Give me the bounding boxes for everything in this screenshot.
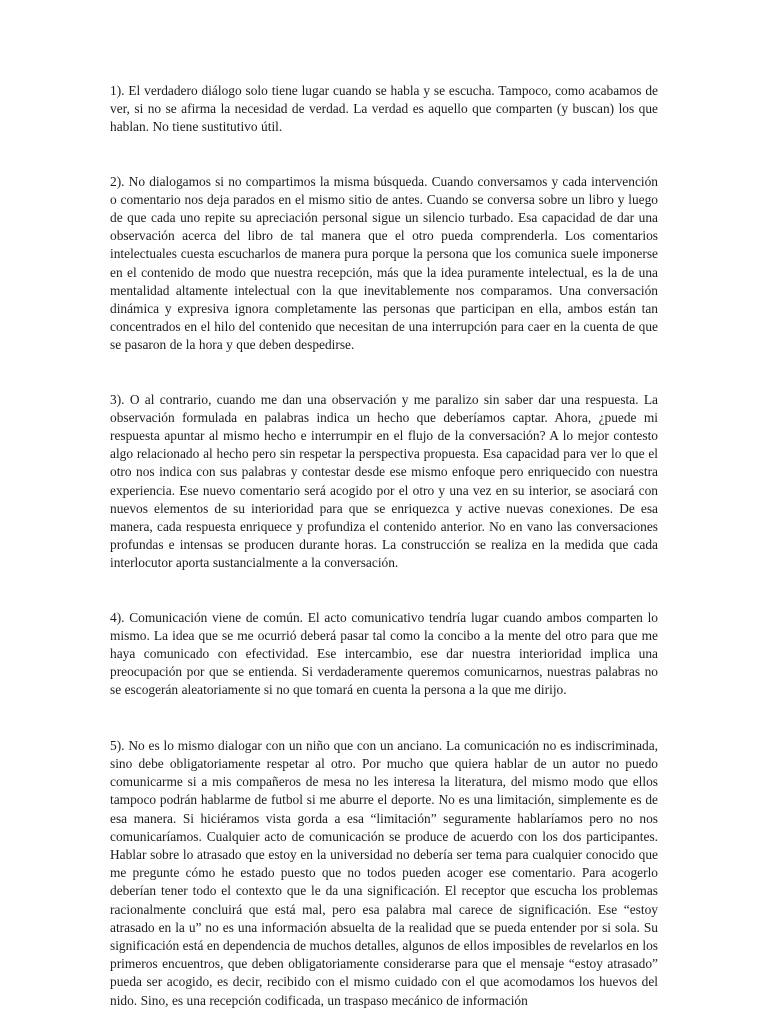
paragraph-2: 2). No dialogamos si no compartimos la misma búsqueda. Cuando conversamos y cada intervención o comentario nos deja parados en el mismo sitio de antes. Cuando se conversa sobre un libro y luego de que cada uno repite su apreciación personal sigue un silencio turbado. Esa capacidad de dar una observación acerca del libro de tal manera que el otro pueda comprenderla. Los comentarios intelectuales cuesta escucharlos de manera pura porque la persona que los comunica suele imponerse en el contenido de modo que nuestra recepción, más que la idea puramente intelectual, es la de una mentalidad altamente intelectual con la que inevitablemente nos comparamos. Una conversación dinámica y expresiva ignora completamente las personas que participan en ella, ambos están tan concentrados en el hilo del contenido que necesitan de una interrupción para caer en la cuenta de que se pasaron de la hora y que deben despedirse.: [110, 173, 658, 353]
document-page: [110, 82, 658, 1010]
paragraph-3: 3). O al contrario, cuando me dan una observación y me paralizo sin saber dar una respuesta. La observación formulada en palabras indica un hecho que deberíamos captar. Ahora, ¿puede mi respuesta apuntar al mismo hecho e interrumpir en el flujo de la conversación? A lo mejor contesto algo relacionado al hecho pero sin respetar la perspectiva propuesta. Esa capacidad para ver lo que el otro nos indica con sus palabras y contestar desde ese mismo enfoque pero enriquecido con nuestra experiencia. Ese nuevo comentario será acogido por el otro y una vez en su interior, se asociará con nuevos elementos de su interioridad para que se enriquezca y active nuevas conexiones. De esa manera, cada respuesta enriquece y profundiza el contenido anterior. No en vano las conversaciones profundas e intensas se producen durante horas. La construcción se realiza en la medida que cada interlocutor aporta sustancialmente a la conversación.: [110, 391, 658, 571]
paragraph-4: 4). Comunicación viene de común. El acto comunicativo tendría lugar cuando ambos comparten lo mismo. La idea que se me ocurrió deberá pasar tal como la concibo a la mente del otro para que me haya comunicado con efectividad. Ese intercambio, ese dar nuestra interioridad implica una preocupación por que se entienda. Si verdaderamente queremos comunicarnos, nuestras palabras no se escogerán aleatoriamente si no que tomará en cuenta la persona a la que me dirijo.: [110, 609, 658, 698]
paragraph-5: 5). No es lo mismo dialogar con un niño que con un anciano. La comunicación no es indiscriminada, sino debe obligatoriamente respetar al otro. Por mucho que quiera hablar de un autor no puedo comunicarme si a mis compañeros de mesa no les interesa la literatura, del mismo modo que ellos tampoco podrán hablarme de futbol si me aburre el deporte. No es una limitación, simplemente es de esa manera. Si hiciéramos vista gorda a esa “limitación” seguramente hablaríamos pero no nos comunicaríamos. Cualquier acto de comunicación se produce de acuerdo con los dos participantes. Hablar sobre lo atrasado que estoy en la universidad no debería ser tema para cualquier conocido que me pregunte cómo he estado puesto que no todos pueden acoger ese comentario. Para acogerlo deberían tener todo el contexto que le da una significación. El receptor que escucha los problemas racionalmente concluirá que está mal, pero esa palabra mal carece de significación. Ese “estoy atrasado en la u” no es una información absuelta de la realidad que se pueda entender por si sola. Su significación está en dependencia de muchos detalles, algunos de ellos imposibles de revelarlos en los primeros encuentros, que deben obligatoriamente considerarse para que el mensaje “estoy atrasado” pueda ser acogido, es decir, recibido con el mismo cuidado con el que acomodamos los huevos del nido. Sino, es una recepción codificada, un traspaso mecánico de información: [110, 737, 658, 1008]
paragraph-1: 1). El verdadero diálogo solo tiene lugar cuando se habla y se escucha. Tampoco, como acabamos de ver, si no se afirma la necesidad de verdad. La verdad es aquello que comparten (y buscan) los que hablan. No tiene sustitutivo útil.: [110, 83, 658, 135]
